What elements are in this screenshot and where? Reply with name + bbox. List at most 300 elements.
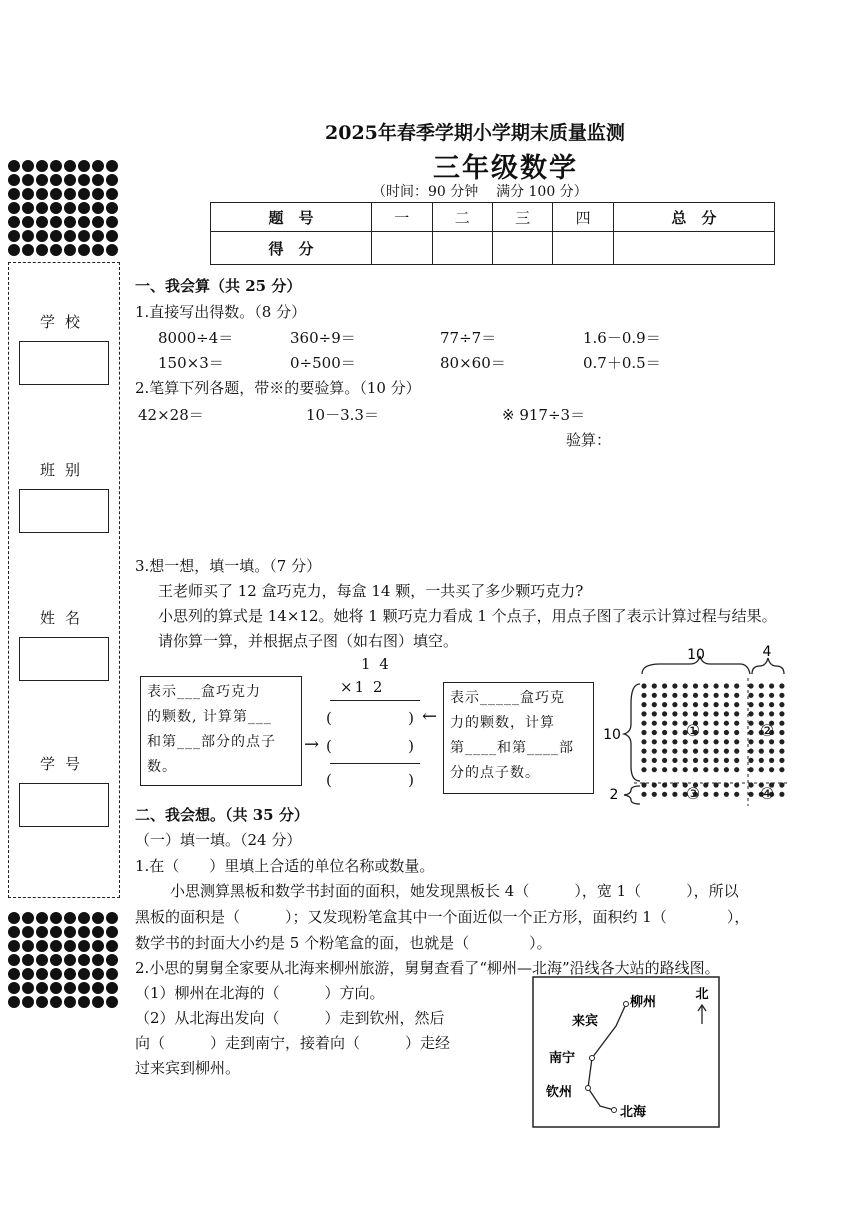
array-dot <box>779 792 784 797</box>
decorative-dot <box>92 940 104 952</box>
array-dot <box>769 683 774 688</box>
score-cell-3[interactable] <box>492 232 552 265</box>
array-dot <box>724 767 729 772</box>
array-dot <box>734 758 739 763</box>
array-dot <box>703 721 708 726</box>
decorative-dot <box>106 982 118 994</box>
decorative-dot <box>92 174 104 186</box>
array-dot <box>724 730 729 735</box>
partial-product-2[interactable]: ( ) <box>326 737 414 755</box>
decorative-dot <box>92 968 104 980</box>
decorative-dot <box>8 230 20 242</box>
written-calc-item: ※ 917÷3＝ <box>502 406 586 424</box>
array-dot <box>652 721 657 726</box>
decorative-dot <box>36 982 48 994</box>
decorative-dot <box>36 968 48 980</box>
score-table <box>210 202 775 265</box>
array-dot <box>748 693 753 698</box>
array-dot <box>693 683 698 688</box>
decorative-dot <box>50 954 62 966</box>
array-dot <box>759 711 764 716</box>
q1-title: 1.直接写出得数。（8 分） <box>135 303 307 321</box>
array-dot <box>672 693 677 698</box>
box-line: 数。 <box>147 759 177 775</box>
region-label-3: ③ <box>685 784 701 803</box>
dot-array <box>641 683 784 797</box>
arrow-left-icon: ← <box>422 706 438 727</box>
decorative-dot <box>64 230 76 242</box>
array-dot <box>693 749 698 754</box>
array-dot <box>759 749 764 754</box>
array-dot <box>714 758 719 763</box>
decorative-dot <box>64 912 76 924</box>
section1-title: 一、我会算（共 25 分） <box>135 277 302 295</box>
decorative-dot <box>8 954 20 966</box>
decorative-dot <box>92 202 104 214</box>
decorative-dot <box>50 244 62 256</box>
decorative-dot <box>92 160 104 172</box>
decorative-dot <box>8 912 20 924</box>
array-dot <box>662 702 667 707</box>
array-dot <box>724 739 729 744</box>
s2-q2-p1: （1）柳州在北海的（ ）方向。 <box>135 984 385 1002</box>
calc-item: 0.7＋0.5＝ <box>583 354 661 372</box>
decorative-dot <box>36 996 48 1008</box>
decorative-dot <box>64 188 76 200</box>
mult-second: ×1 2 <box>340 678 385 696</box>
decorative-dot <box>36 216 48 228</box>
brace-top-4 <box>752 658 784 674</box>
array-dot <box>769 711 774 716</box>
score-header-total: 总 分 <box>613 203 774 232</box>
decorative-dot <box>78 230 90 242</box>
decorative-dot <box>36 954 48 966</box>
decorative-dot <box>22 926 34 938</box>
array-dot <box>714 792 719 797</box>
box-line: 力的颗数，计算 <box>450 715 555 731</box>
city-dot <box>590 1056 595 1061</box>
array-dot <box>672 758 677 763</box>
array-dot <box>672 683 677 688</box>
array-dot <box>734 721 739 726</box>
decorative-dot <box>64 160 76 172</box>
array-dot <box>748 758 753 763</box>
array-dot <box>748 739 753 744</box>
decorative-dot <box>36 940 48 952</box>
s2-q2-p2b: 向（ ）走到南宁，接着向（ ）走经 <box>135 1034 451 1052</box>
array-dot <box>652 767 657 772</box>
array-dot <box>769 758 774 763</box>
side-label-2: 2 <box>609 787 619 803</box>
array-dot <box>779 739 784 744</box>
decorative-dot <box>92 912 104 924</box>
array-dot <box>724 758 729 763</box>
school-label: 学校 <box>39 313 90 331</box>
array-dot <box>703 739 708 744</box>
arrow-right-icon: → <box>304 734 320 755</box>
school-field[interactable] <box>19 341 109 385</box>
decorative-dot <box>106 202 118 214</box>
decorative-dot <box>8 926 20 938</box>
box-line: 表示_____盒巧克 <box>450 690 565 706</box>
written-calc-item: 42×28＝ <box>138 406 204 424</box>
decorative-dot <box>22 230 34 242</box>
decorative-dot <box>50 230 62 242</box>
student-no-field[interactable] <box>19 783 109 827</box>
decorative-dot <box>50 926 62 938</box>
decorative-dot <box>22 968 34 980</box>
array-dot <box>652 792 657 797</box>
decorative-dot <box>22 160 34 172</box>
array-dot <box>662 711 667 716</box>
array-dot <box>769 702 774 707</box>
score-header-label: 题 号 <box>211 203 372 232</box>
decorative-dot <box>22 940 34 952</box>
array-dot <box>703 693 708 698</box>
dot-array-diagram <box>600 644 805 806</box>
decorative-dot <box>36 912 48 924</box>
array-dot <box>724 693 729 698</box>
array-dot <box>779 711 784 716</box>
city-dot <box>624 1002 629 1007</box>
array-dot <box>683 693 688 698</box>
right-explain-box <box>443 682 594 794</box>
array-dot <box>734 749 739 754</box>
array-dot <box>672 702 677 707</box>
decorative-dot <box>106 954 118 966</box>
region-label-1: ① <box>685 721 701 740</box>
top-label-4: 4 <box>762 644 772 660</box>
calc-item: 0÷500＝ <box>290 354 356 372</box>
array-dot <box>693 758 698 763</box>
check-label: 验算： <box>566 431 612 449</box>
calc-item: 360÷9＝ <box>290 329 356 347</box>
decorative-dot <box>22 188 34 200</box>
decorative-dot <box>64 202 76 214</box>
array-dot <box>652 693 657 698</box>
decorative-dot <box>64 216 76 228</box>
score-cell-2[interactable] <box>432 232 492 265</box>
array-dot <box>672 730 677 735</box>
decorative-dot <box>8 982 20 994</box>
array-dot <box>734 693 739 698</box>
array-dot <box>662 758 667 763</box>
array-dot <box>769 693 774 698</box>
decorative-dot <box>78 160 90 172</box>
decorative-dot <box>92 216 104 228</box>
s2-q2-title: 2.小思的舅舅全家要从北海来柳州旅游，舅舅查看了“柳州—北海”沿线各大站的路线图。 <box>135 959 720 977</box>
decorative-dot <box>106 968 118 980</box>
decorative-dot <box>78 996 90 1008</box>
calc-item: 8000÷4＝ <box>158 329 234 347</box>
decorative-dot <box>50 188 62 200</box>
array-dot <box>641 749 646 754</box>
score-cell-4[interactable] <box>553 232 613 265</box>
decorative-dot <box>50 174 62 186</box>
array-dot <box>703 758 708 763</box>
array-dot <box>652 730 657 735</box>
array-dot <box>748 721 753 726</box>
q3-line3: 请你算一算，并根据点子图（如右图）填空。 <box>158 632 459 650</box>
time-info: （时间：90 分钟 满分 100 分） <box>372 184 588 200</box>
array-dot <box>779 683 784 688</box>
decorative-dot <box>8 216 20 228</box>
decorative-dot <box>50 160 62 172</box>
decorative-dot <box>50 940 62 952</box>
decorative-dot <box>22 982 34 994</box>
decorative-dot <box>22 202 34 214</box>
array-dot <box>703 749 708 754</box>
array-dot <box>672 792 677 797</box>
decorative-dot <box>106 160 118 172</box>
section2-title: 二、我会想。（共 35 分） <box>135 806 309 824</box>
decorative-dot <box>106 926 118 938</box>
array-dot <box>724 792 729 797</box>
decorative-dot <box>36 174 48 186</box>
decorative-dot <box>106 174 118 186</box>
array-dot <box>641 730 646 735</box>
array-dot <box>652 702 657 707</box>
calc-item: 150×3＝ <box>158 354 224 372</box>
q3-title: 3.想一想，填一填。（7 分） <box>135 557 322 575</box>
array-dot <box>662 693 667 698</box>
array-dot <box>779 693 784 698</box>
decorative-dot <box>36 160 48 172</box>
score-header-3: 三 <box>492 203 552 232</box>
array-dot <box>748 792 753 797</box>
array-dot <box>759 693 764 698</box>
decorative-dot <box>92 996 104 1008</box>
array-dot <box>724 711 729 716</box>
array-dot <box>734 702 739 707</box>
array-dot <box>641 693 646 698</box>
s2-q1-line3: 数学书的封面大小约是 5 个粉笔盒的面，也就是（ ）。 <box>135 934 552 952</box>
array-dot <box>652 758 657 763</box>
array-dot <box>693 702 698 707</box>
decorative-dot <box>78 968 90 980</box>
array-dot <box>652 711 657 716</box>
array-dot <box>779 730 784 735</box>
decorative-dot <box>64 954 76 966</box>
array-dot <box>779 767 784 772</box>
s2-q1-line2: 黑板的面积是（ ）；又发现粉笔盒其中一个面近似一个正方形，面积约 1（ ）， <box>135 908 750 926</box>
array-dot <box>641 683 646 688</box>
mult-top: 1 4 <box>361 655 391 673</box>
array-dot <box>703 702 708 707</box>
brace-left-10 <box>624 684 640 781</box>
array-dot <box>641 739 646 744</box>
array-dot <box>641 702 646 707</box>
decorative-dot <box>50 216 62 228</box>
array-dot <box>714 693 719 698</box>
student-no-label: 学号 <box>39 755 90 773</box>
decorative-dot <box>78 982 90 994</box>
name-label: 姓名 <box>39 609 90 627</box>
decorative-dot <box>78 954 90 966</box>
decorative-dot <box>92 926 104 938</box>
array-dot <box>714 730 719 735</box>
array-dot <box>779 721 784 726</box>
city-label-laibin: 来宾 <box>572 1014 599 1029</box>
s2-q2-p2a: （2）从北海出发向（ ）走到钦州，然后 <box>135 1009 445 1027</box>
q2-title: 2.笔算下列各题，带※的要验算。（10 分） <box>135 379 421 397</box>
decorative-dot <box>106 244 118 256</box>
box-line: 第____和第____部 <box>450 740 574 756</box>
decorative-dot <box>8 202 20 214</box>
array-dot <box>714 711 719 716</box>
decorative-dot <box>92 982 104 994</box>
array-dot <box>652 683 657 688</box>
decorative-dot <box>64 940 76 952</box>
array-dot <box>734 767 739 772</box>
decorative-dot <box>78 912 90 924</box>
array-dot <box>779 749 784 754</box>
q3-line2: 小思列的算式是 14×12。她将 1 颗巧克力看成 1 个点子，用点子图了表示计算过程与结果。 <box>158 607 777 625</box>
array-dot <box>662 683 667 688</box>
side-label-10: 10 <box>603 727 621 743</box>
city-dot <box>612 1108 617 1113</box>
array-dot <box>748 767 753 772</box>
city-label-nanning: 南宁 <box>549 1051 576 1066</box>
array-dot <box>683 749 688 754</box>
array-dot <box>652 749 657 754</box>
array-dot <box>769 767 774 772</box>
decorative-dot <box>8 968 20 980</box>
array-dot <box>683 683 688 688</box>
array-dot <box>748 702 753 707</box>
array-dot <box>748 730 753 735</box>
array-dot <box>641 758 646 763</box>
array-dot <box>672 711 677 716</box>
score-cell-1[interactable] <box>372 232 432 265</box>
q3-line1: 王老师买了 12 盒巧克力，每盒 14 颗，一共买了多少颗巧克力? <box>158 582 584 600</box>
decorative-dot <box>50 996 62 1008</box>
decorative-dot <box>50 202 62 214</box>
array-dot <box>683 767 688 772</box>
array-dot <box>734 792 739 797</box>
decorative-dot <box>106 230 118 242</box>
array-dot <box>703 730 708 735</box>
decorative-dot <box>8 174 20 186</box>
array-dot <box>759 702 764 707</box>
mult-line-1 <box>330 700 420 701</box>
decorative-dot <box>106 912 118 924</box>
mult-result[interactable]: ( ) <box>326 771 414 789</box>
array-dot <box>759 683 764 688</box>
array-dot <box>734 683 739 688</box>
array-dot <box>724 683 729 688</box>
decorative-dot <box>78 926 90 938</box>
array-dot <box>759 758 764 763</box>
decorative-dot <box>36 188 48 200</box>
city-dot <box>586 1086 591 1091</box>
north-label: 北 <box>695 987 709 1002</box>
array-dot <box>662 721 667 726</box>
array-dot <box>693 767 698 772</box>
name-field[interactable] <box>19 637 109 681</box>
partial-product-1[interactable]: ( ) <box>326 709 414 727</box>
box-line: 分的点子数。 <box>450 765 540 781</box>
array-dot <box>714 683 719 688</box>
array-dot <box>714 702 719 707</box>
top-label-10: 10 <box>687 647 705 663</box>
array-dot <box>672 749 677 754</box>
decorative-dot <box>22 954 34 966</box>
array-dot <box>641 711 646 716</box>
array-dot <box>714 721 719 726</box>
array-dot <box>734 711 739 716</box>
region-label-2: ② <box>759 721 775 740</box>
array-dot <box>641 767 646 772</box>
route-map <box>532 976 722 1130</box>
array-dot <box>641 792 646 797</box>
array-dot <box>662 730 667 735</box>
decorative-dot <box>50 968 62 980</box>
decorative-dot <box>22 216 34 228</box>
decorative-dot <box>36 244 48 256</box>
decorative-dot <box>92 244 104 256</box>
mult-line-2 <box>330 763 420 764</box>
array-dot <box>662 792 667 797</box>
array-dot <box>683 758 688 763</box>
decorative-dot <box>22 912 34 924</box>
array-dot <box>672 739 677 744</box>
decorative-dot <box>22 174 34 186</box>
array-dot <box>703 683 708 688</box>
array-dot <box>714 749 719 754</box>
brace-left-2 <box>624 786 640 804</box>
array-dot <box>652 739 657 744</box>
decorative-dot <box>8 188 20 200</box>
array-dot <box>748 749 753 754</box>
array-dot <box>641 721 646 726</box>
array-dot <box>672 767 677 772</box>
calc-item: 1.6－0.9＝ <box>583 329 661 347</box>
class-field[interactable] <box>19 489 109 533</box>
array-dot <box>734 730 739 735</box>
box-line: 的颗数, 计算第___ <box>147 709 272 725</box>
array-dot <box>724 702 729 707</box>
decorative-dot <box>92 230 104 242</box>
decorative-dot <box>36 230 48 242</box>
array-dot <box>693 711 698 716</box>
array-dot <box>662 739 667 744</box>
array-dot <box>703 711 708 716</box>
array-dot <box>662 749 667 754</box>
sub1-title: （一）填一填。（24 分） <box>135 831 302 849</box>
calc-item: 80×60＝ <box>440 354 506 372</box>
array-dot <box>769 749 774 754</box>
array-dot <box>779 702 784 707</box>
array-dot <box>672 721 677 726</box>
decorative-dot <box>92 188 104 200</box>
array-dot <box>724 721 729 726</box>
score-header-4: 四 <box>553 203 613 232</box>
array-dot <box>779 758 784 763</box>
s2-q2-p2c: 过来宾到柳州。 <box>135 1059 241 1077</box>
array-dot <box>759 767 764 772</box>
decorative-dot <box>92 954 104 966</box>
decorative-dot <box>64 174 76 186</box>
array-dot <box>714 767 719 772</box>
decorative-dot <box>78 216 90 228</box>
array-dot <box>693 693 698 698</box>
class-label: 班别 <box>39 461 90 479</box>
decorative-dot <box>8 244 20 256</box>
subject-title: 三年级数学 <box>433 153 578 184</box>
decorative-dot <box>78 174 90 186</box>
score-cell-total[interactable] <box>613 232 774 265</box>
